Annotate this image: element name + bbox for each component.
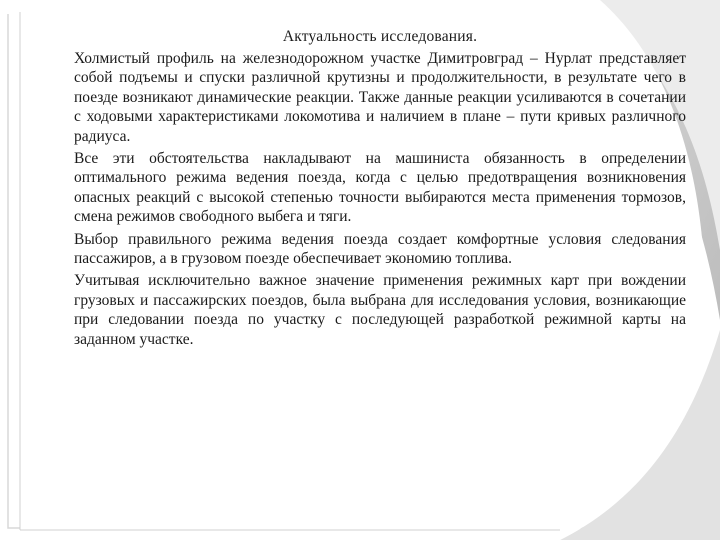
slide-body — [74, 26, 686, 352]
slide-title: Актуальность исследования. — [282, 28, 478, 45]
paragraph-3: Выбор правильного режима ведения поезда создает комфортные условия следования пассажиров, а в грузовом поезде обеспечивает экономию топлива. — [74, 230, 686, 268]
paragraph-1: Холмистый профиль на железнодорожном участке Димитровград – Нурлат представляет собой подъемы и спуски различной крутизны и продолжительности, в результате чего в поезде возникают динамические реакции. Также данные реакции усиливаются в сочетании с ходовыми характеристиками локомотива и наличием в плане – пути кривых различного радиуса. — [74, 50, 686, 145]
paragraph-2: Все эти обстоятельства накладывают на машиниста обязанность в определении оптимального режима ведения поезда, когда с целью предотвращения возникновения опасных реакций с высокой степенью точности выбираются места применения тормозов, смена режимов свободного выбега и тяги. — [74, 150, 686, 226]
paragraph-4: Учитывая исключительно важное значение применения режимных карт при вождении грузовых и пассажирских поездов, была выбрана для исследования условия, возникающие при следовании поезда по участку с последующей разработкой режимной карты на заданном участке. — [74, 272, 686, 348]
